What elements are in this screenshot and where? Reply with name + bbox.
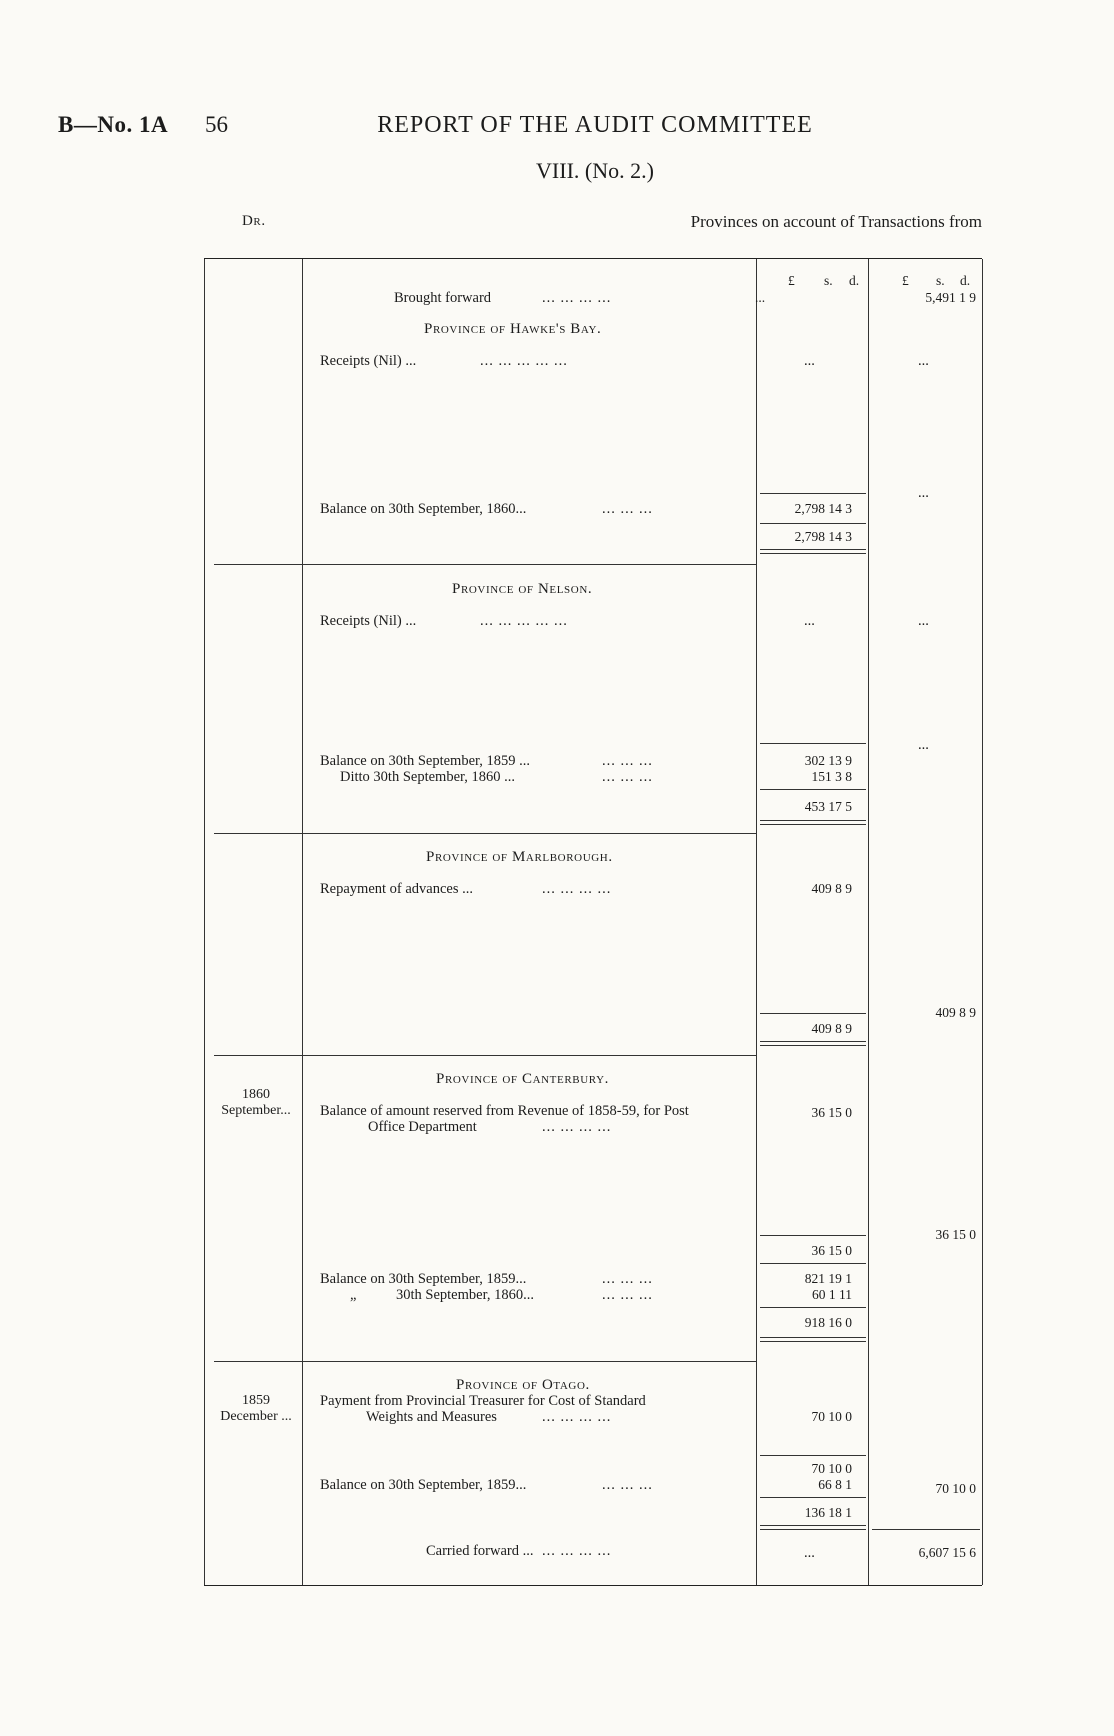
leader-dots: ... ... ... ... xyxy=(542,881,612,897)
nelson-receipts-col1: ... xyxy=(804,613,815,629)
col2-pence-header: d. xyxy=(960,273,971,288)
section-subtitle: VIII. (No. 2.) xyxy=(536,158,654,183)
section-title-hawkes-bay: Province of Hawke's Bay. xyxy=(424,321,602,337)
col1-pence-header: d. xyxy=(849,273,860,288)
leader-dots: ... ... ... xyxy=(602,1271,653,1287)
leader-dots: ... ... ... xyxy=(602,1477,653,1493)
section-divider xyxy=(214,564,756,565)
rule-double xyxy=(760,1041,866,1046)
marlborough-repayment: Repayment of advances ... xyxy=(320,881,474,897)
canterbury-reserved-amount: 36 15 0 xyxy=(811,1105,852,1120)
otago-payment-amount: 70 10 0 xyxy=(811,1409,852,1424)
brought-forward-col2: 5,491 1 9 xyxy=(925,290,976,305)
nelson-amount-1859: 302 13 9 xyxy=(804,753,852,768)
rule-sum xyxy=(760,1013,866,1014)
col1-shilling-header: s. xyxy=(824,273,833,288)
rule-double xyxy=(760,1525,866,1530)
leader-dots: ... ... ... xyxy=(602,501,653,517)
section-divider xyxy=(214,1361,756,1362)
hawkes-bay-balance-amount: 2,798 14 3 xyxy=(794,501,852,516)
rule-col2 xyxy=(868,259,869,1585)
rule-date xyxy=(302,259,303,1585)
otago-amount-b: 66 8 1 xyxy=(818,1477,852,1492)
hawkes-bay-receipts: Receipts (Nil) ... xyxy=(320,353,417,369)
carried-forward-label: Carried forward ... xyxy=(426,1543,534,1559)
rule-double xyxy=(760,1337,866,1342)
leader-dots: ... ... ... xyxy=(602,769,653,785)
otago-balance: Balance on 30th September, 1859... xyxy=(320,1477,527,1493)
section-divider xyxy=(214,833,756,834)
page-title: REPORT OF THE AUDIT COMMITTEE xyxy=(377,112,813,138)
rule-sum xyxy=(760,789,866,790)
col1-pound-header: £ xyxy=(788,273,795,288)
section-title-marlborough: Province of Marlborough. xyxy=(426,849,613,865)
nelson-receipts-col2: ... xyxy=(918,613,929,629)
leader-dots: ... ... ... ... xyxy=(542,1409,612,1425)
rule-left xyxy=(204,259,205,1585)
nelson-balance-1859: Balance on 30th September, 1859 ... xyxy=(320,753,531,769)
otago-date xyxy=(212,1393,300,1425)
carried-forward-col1: ... xyxy=(804,1545,815,1561)
canterbury-balance-1859: Balance on 30th September, 1859... xyxy=(320,1271,527,1287)
document-reference: B—No. 1A xyxy=(58,112,169,137)
brought-forward-label: Brought forward xyxy=(394,290,492,306)
canterbury-col2: 36 15 0 xyxy=(935,1227,976,1242)
section-title-otago: Province of Otago. xyxy=(456,1377,590,1393)
nelson-receipts: Receipts (Nil) ... xyxy=(320,613,417,629)
hawkes-bay-total: 2,798 14 3 xyxy=(794,529,852,544)
rule-right xyxy=(982,259,983,1585)
rule-double xyxy=(760,549,866,554)
otago-date-year: 1859 xyxy=(242,1393,270,1408)
otago-amount-a: 70 10 0 xyxy=(811,1461,852,1476)
rule-sum xyxy=(760,493,866,494)
rule-double xyxy=(760,820,866,825)
rule-sum xyxy=(760,743,866,744)
rule-sum xyxy=(760,1307,866,1308)
canterbury-subtotal: 36 15 0 xyxy=(811,1243,852,1258)
brought-forward-col1: ... xyxy=(754,290,766,305)
otago-date-month: December ... xyxy=(220,1409,292,1424)
hawkes-bay-receipts-col1: ... xyxy=(804,353,815,369)
canterbury-total: 918 16 0 xyxy=(804,1315,852,1330)
section-title-nelson: Province of Nelson. xyxy=(452,581,593,597)
otago-col2: 70 10 0 xyxy=(935,1481,976,1496)
rule-sum xyxy=(760,1263,866,1264)
canterbury-balance-1860: 30th September, 1860... xyxy=(396,1287,534,1303)
rule-sum xyxy=(760,1455,866,1456)
page-number: 56 xyxy=(205,112,228,137)
leader-dots: ... ... ... ... xyxy=(542,290,612,306)
canterbury-ditto-mark: „ xyxy=(350,1287,357,1303)
canterbury-amount-1859: 821 19 1 xyxy=(804,1271,852,1286)
hawkes-bay-col2-dots: ... xyxy=(918,485,929,501)
canterbury-amount-1860: 60 1 11 xyxy=(812,1287,852,1302)
otago-line-1: Payment from Provincial Treasurer for Cost of Standard xyxy=(320,1393,646,1409)
hawkes-bay-balance: Balance on 30th September, 1860... xyxy=(320,501,527,517)
hawkes-bay-receipts-col2: ... xyxy=(918,353,929,369)
col2-pound-header: £ xyxy=(902,273,909,288)
canterbury-line-1: Balance of amount reserved from Revenue of 1858-59, for Post xyxy=(320,1103,689,1119)
nelson-total: 453 17 5 xyxy=(804,799,852,814)
section-title-canterbury: Province of Canterbury. xyxy=(436,1071,609,1087)
nelson-col2-dots: ... xyxy=(918,737,929,753)
otago-total: 136 18 1 xyxy=(804,1505,852,1520)
carried-forward-col2: 6,607 15 6 xyxy=(918,1545,976,1560)
rule-sum xyxy=(760,1235,866,1236)
marlborough-total: 409 8 9 xyxy=(811,1021,852,1036)
section-divider xyxy=(214,1055,756,1056)
col2-shilling-header: s. xyxy=(936,273,945,288)
rule-sum xyxy=(872,1529,980,1530)
canterbury-line-2: Office Department xyxy=(368,1119,477,1135)
ledger-table xyxy=(204,258,982,1586)
rule-sum xyxy=(760,1497,866,1498)
leader-dots: ... ... ... ... ... xyxy=(480,353,568,369)
canterbury-date-month: September... xyxy=(221,1103,291,1118)
canterbury-date xyxy=(212,1087,300,1119)
rule-col1 xyxy=(756,259,757,1585)
debit-label: Dr. xyxy=(242,213,266,229)
rule-sum xyxy=(760,523,866,524)
leader-dots: ... ... ... xyxy=(602,753,653,769)
nelson-amount-1860: 151 3 8 xyxy=(811,769,852,784)
canterbury-date-year: 1860 xyxy=(242,1087,270,1102)
otago-line-2: Weights and Measures xyxy=(366,1409,497,1425)
leader-dots: ... ... ... ... xyxy=(542,1543,612,1559)
marlborough-col2: 409 8 9 xyxy=(935,1005,976,1020)
leader-dots: ... ... ... ... ... xyxy=(480,613,568,629)
leader-dots: ... ... ... ... xyxy=(542,1119,612,1135)
marlborough-repayment-amount: 409 8 9 xyxy=(811,881,852,896)
nelson-balance-1860: Ditto 30th September, 1860 ... xyxy=(340,769,516,785)
provinces-heading: Provinces on account of Transactions from xyxy=(690,212,982,231)
leader-dots: ... ... ... xyxy=(602,1287,653,1303)
